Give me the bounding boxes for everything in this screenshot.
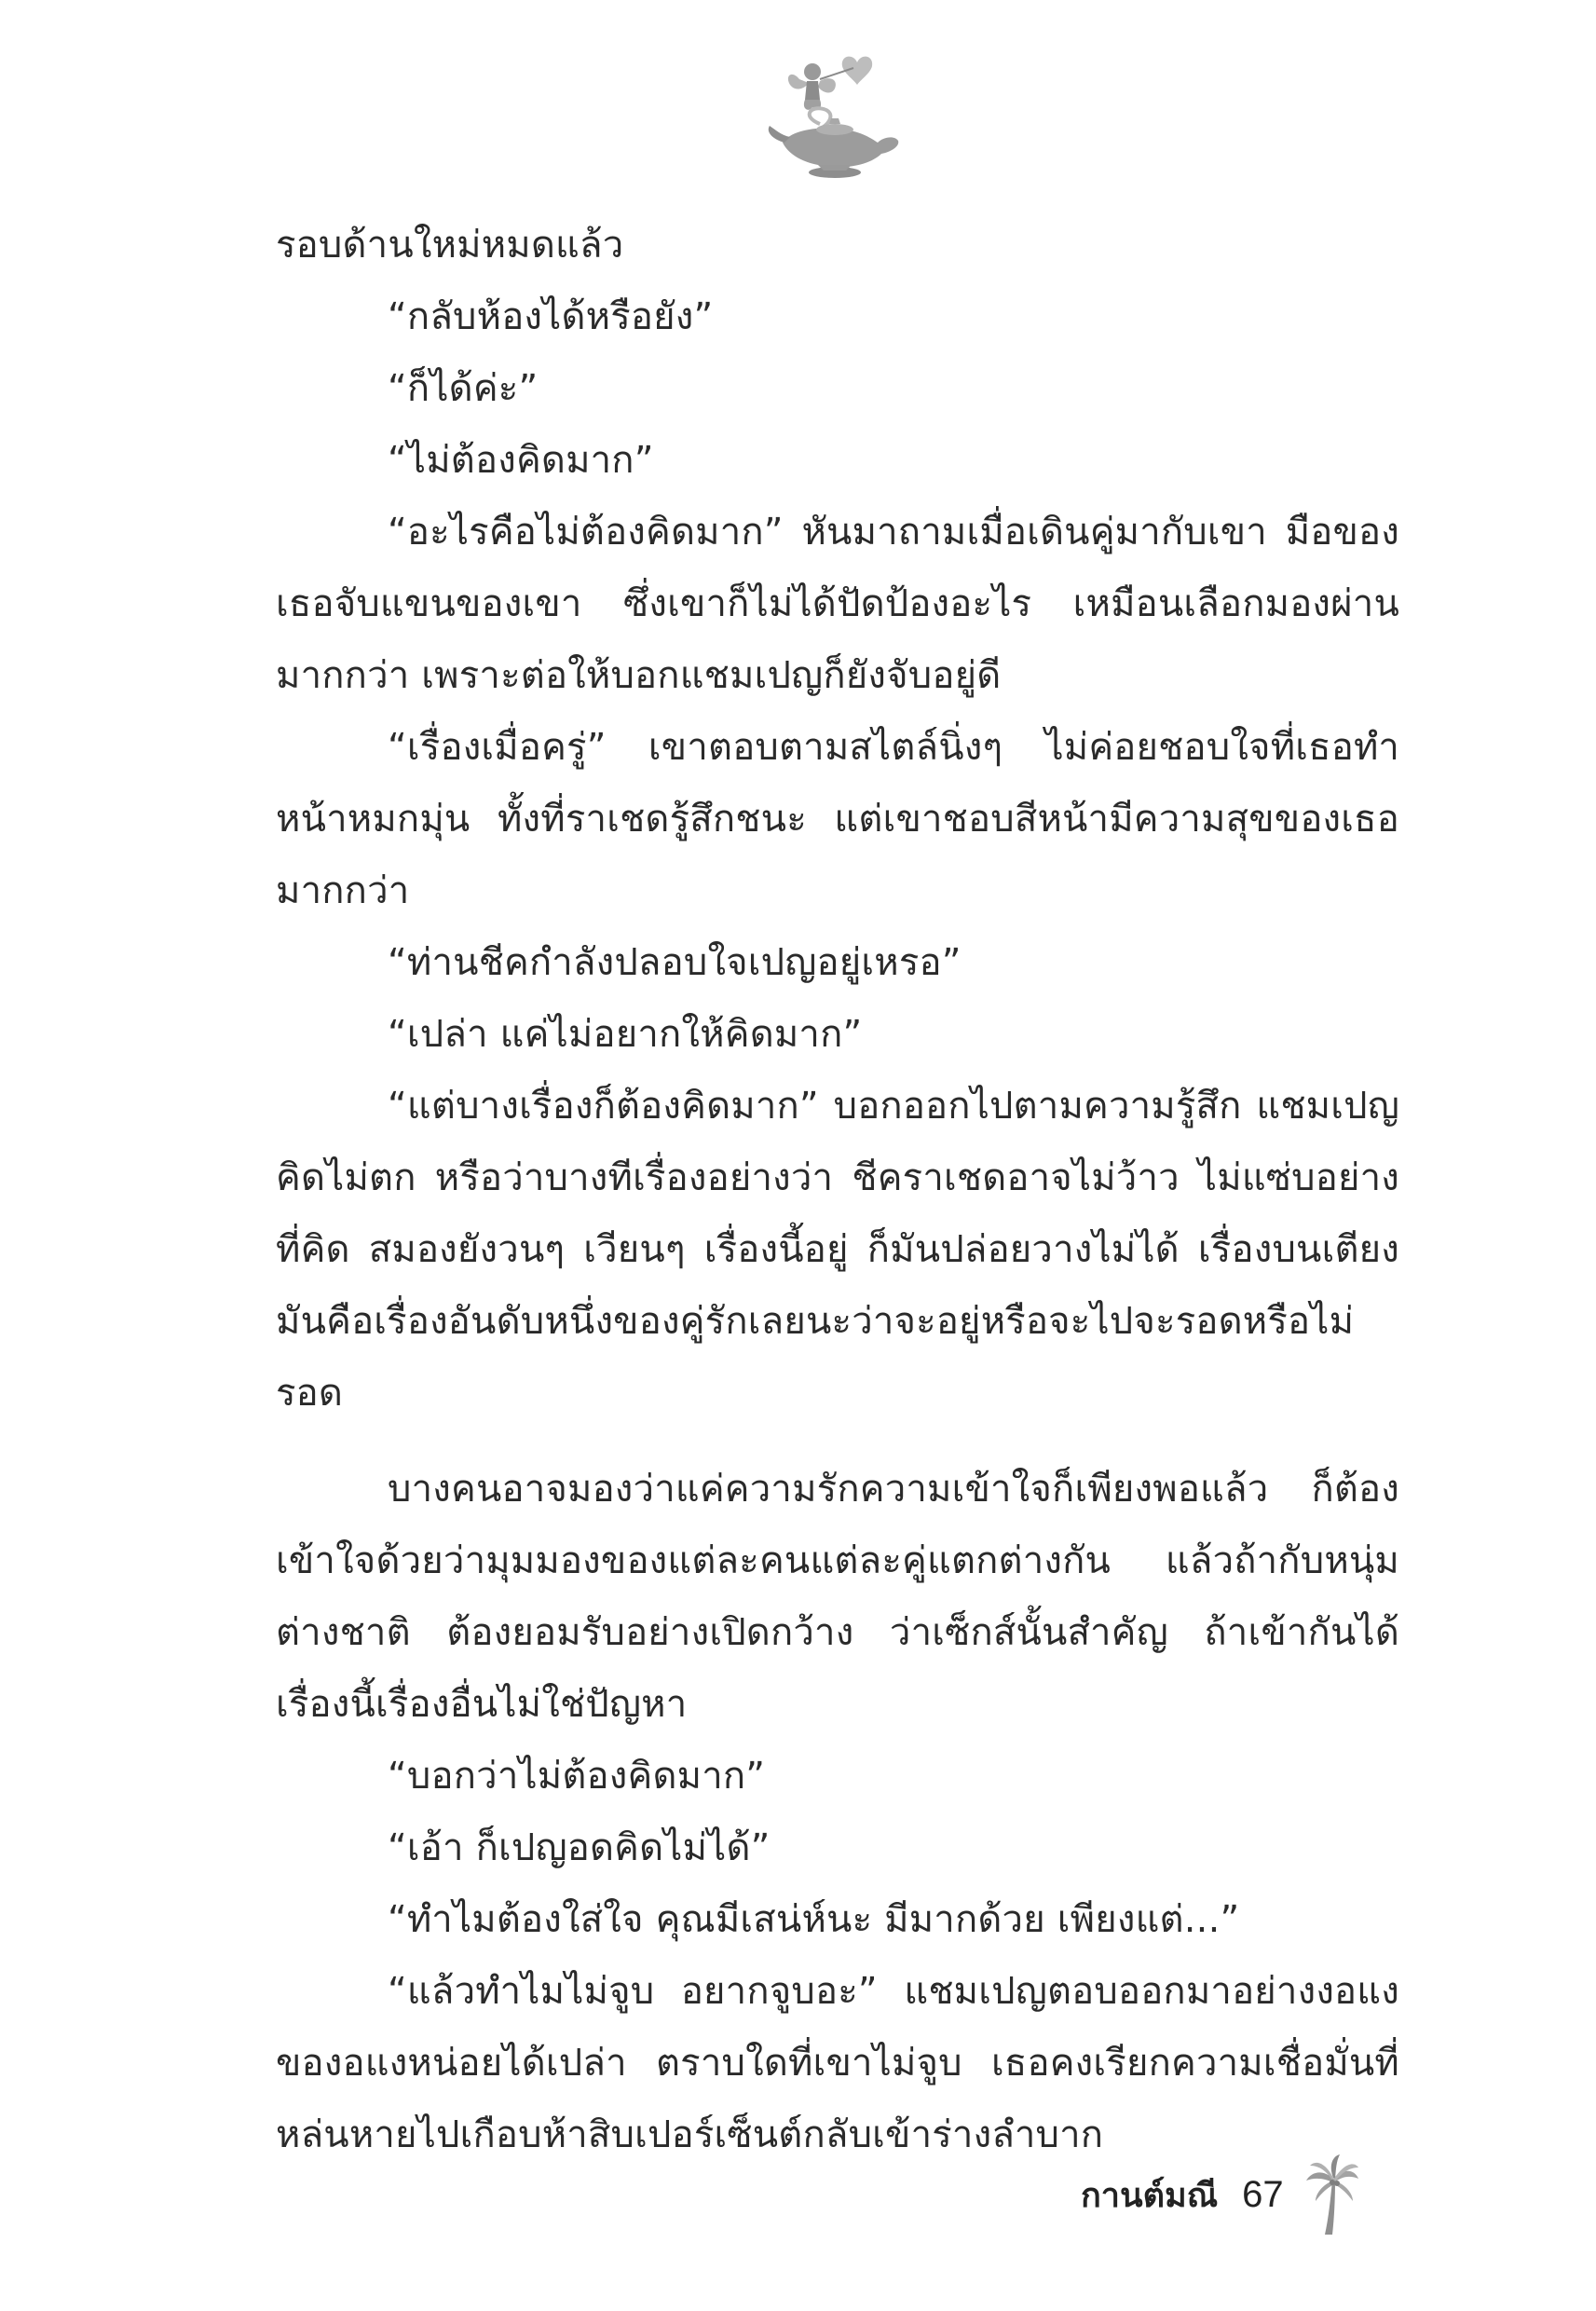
book-title: กานต์มณี — [1081, 2176, 1219, 2215]
paragraph: “เปล่า แค่ไม่อยากให้คิดมาก” — [388, 1013, 863, 1056]
paragraph: “ไม่ต้องคิดมาก” — [388, 439, 654, 482]
paragraph: “เรื่องเมื่อครู่” เขาตอบตามสไตล์นิ่งๆ ไม่ค่อยชอบใจที่เธอทำหน้าหมกมุ่น ทั้งที่ราเชดรู้สึกชนะ แต่เขาชอบสีหน้ามีความสุขของเธอมากกว่า — [276, 726, 1399, 912]
genie-lamp-icon — [764, 51, 904, 182]
paragraph: “ก็ได้ค่ะ” — [388, 367, 539, 410]
paragraph: “ท่านชีคกำลังปลอบใจเปญอยู่เหรอ” — [388, 941, 962, 984]
paragraph: “อะไรคือไม่ต้องคิดมาก” หันมาถามเมื่อเดินคู่มากับเขา มือของเธอจับแขนของเขา ซึ่งเขาก็ไม่ได้ปัดป้องอะไร เหมือนเลือกมองผ่านมากกว่า เพราะต่อให้บอกแชมเปญก็ยังจับอยู่ดี — [276, 511, 1399, 697]
body-text — [276, 210, 1399, 2171]
paragraph: “บอกว่าไม่ต้องคิดมาก” — [388, 1755, 766, 1798]
paragraph: รอบด้านใหม่หมดแล้ว — [276, 224, 624, 267]
paragraph: บางคนอาจมองว่าแค่ความรักความเข้าใจก็เพียงพอแล้ว ก็ต้องเข้าใจด้วยว่ามุมมองของแต่ละคนแต่ละคู่แตกต่างกัน แล้วถ้ากับหนุ่มต่างชาติ ต้องยอมรับอย่างเปิดกว้าง ว่าเซ็กส์นั้นสำคัญ ถ้าเข้ากันได้เรื่องนี้เรื่องอื่นไม่ใช่ปัญหา — [276, 1468, 1399, 1726]
paragraph: “แต่บางเรื่องก็ต้องคิดมาก” บอกออกไปตามความรู้สึก แชมเปญคิดไม่ตก หรือว่าบางทีเรื่องอย่างว่า ชีคราเชดอาจไม่ว้าว ไม่แซ่บอย่างที่คิด สมองยังวนๆ เวียนๆ เรื่องนี้อยู่ ก็มันปล่อยวางไม่ได้ เรื่องบนเตียงมันคือเรื่องอันดับหนึ่งของคู่รักเลยนะว่าจะอยู่หรือจะไปจะรอดหรือไม่รอด — [276, 1085, 1399, 1415]
paragraph: “ทำไมต้องใส่ใจ คุณมีเสน่ห์นะ มีมากด้วย เพียงแต่...” — [388, 1898, 1240, 1941]
paragraph: “เอ้า ก็เปญอดคิดไม่ได้” — [388, 1826, 771, 1869]
page-number: 67 — [1242, 2173, 1284, 2215]
paragraph: “แล้วทำไมไม่จูบ อยากจูบอะ” แชมเปญตอบออกมาอย่างงอแงของอแงหน่อยได้เปล่า ตราบใดที่เขาไม่จูบ เธอคงเรียกความเชื่อมั่นที่หล่นหายไปเกือบห้าสิบเปอร์เซ็นต์กลับเข้าร่างลำบาก — [276, 1970, 1399, 2156]
paragraph: “กลับห้องได้หรือยัง” — [388, 295, 714, 338]
page-footer — [1081, 2153, 1435, 2236]
palm-tree-icon — [1304, 2153, 1360, 2236]
